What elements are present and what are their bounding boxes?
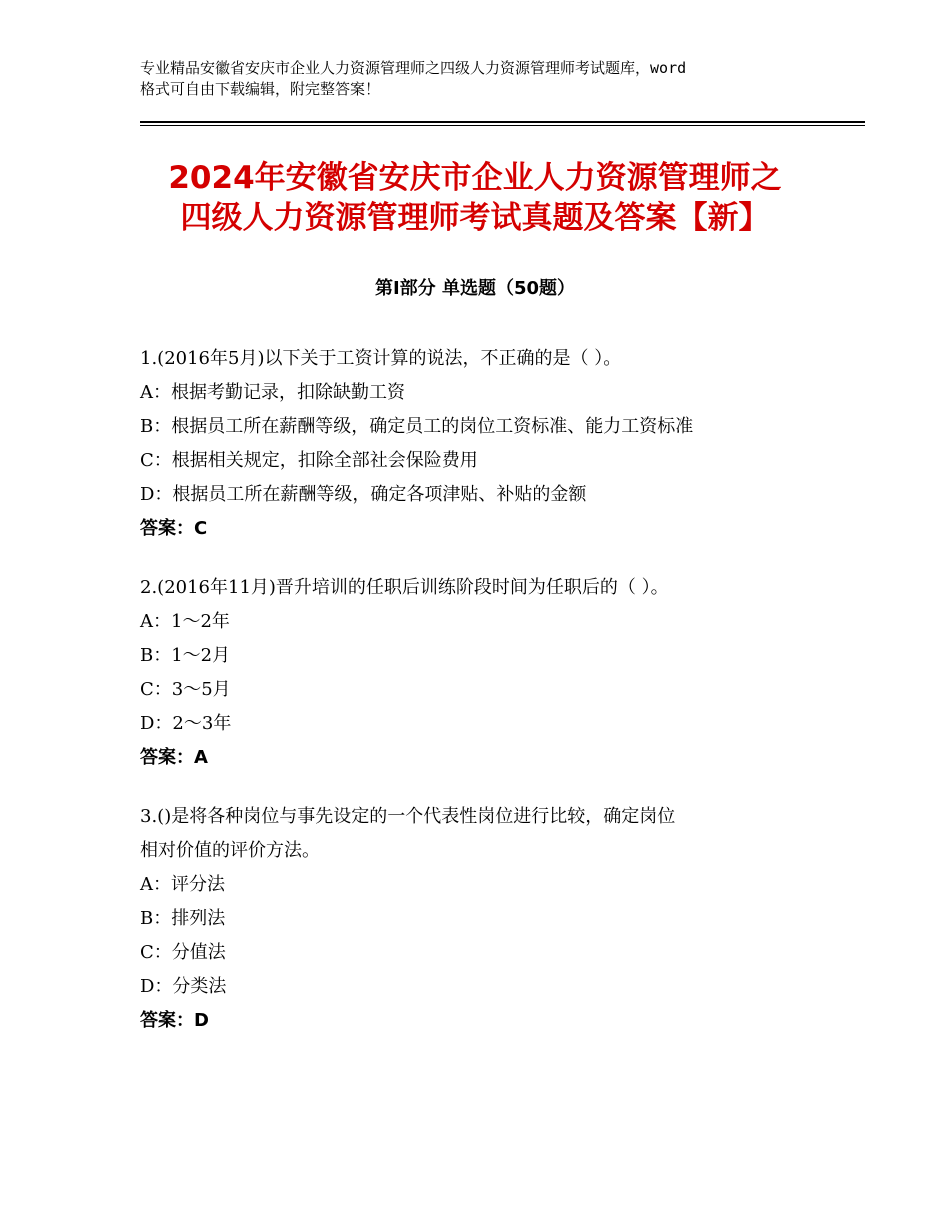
title-line: 2024年安徽省安庆市企业人力资源管理师之 [168,160,782,196]
option-c: C：根据相关规定，扣除全部社会保险费用 [140,450,478,471]
question-list [140,342,820,1063]
question-stem: 2.(2016年11月)晋升培训的任职后训练阶段时间为任职后的（ ）。 [140,577,669,598]
option-c: C：3～5月 [140,679,231,700]
question-2 [140,571,820,775]
title-line: 四级人力资源管理师考试真题及答案【新】 [180,200,770,236]
header-divider-thick [140,121,865,123]
option-a: A：评分法 [140,874,225,895]
header-note-line: 格式可自由下载编辑，附完整答案！ [140,80,381,98]
option-a: A：根据考勤记录，扣除缺勤工资 [140,382,405,403]
question-stem-continued: 相对价值的评价方法。 [140,840,320,861]
header-note [140,58,830,100]
option-a: A：1～2年 [140,611,230,632]
option-b: B：排列法 [140,908,226,929]
document-title [100,158,850,238]
question-1 [140,342,820,546]
option-d: D：2～3年 [140,713,232,734]
header-note-line: 专业精品安徽省安庆市企业人力资源管理师之四级人力资源管理师考试题库，word [140,59,687,77]
question-stem: 1.(2016年5月)以下关于工资计算的说法，不正确的是（ ）。 [140,348,622,369]
option-b: B：1～2月 [140,645,231,666]
answer-label: 答案：C [140,518,208,539]
option-b: B：根据员工所在薪酬等级，确定员工的岗位工资标准、能力工资标准 [140,416,694,437]
option-c: C：分值法 [140,942,226,963]
answer-label: 答案：A [140,747,208,768]
question-stem: 3.()是将各种岗位与事先设定的一个代表性岗位进行比较，确定岗位 [140,806,676,827]
question-3 [140,800,820,1038]
option-d: D：根据员工所在薪酬等级，确定各项津贴、补贴的金额 [140,484,587,505]
header-divider-thin [140,125,865,126]
section-heading: 第Ⅰ部分 单选题（50题） [374,278,575,299]
answer-label: 答案：D [140,1010,209,1031]
option-d: D：分类法 [140,976,227,997]
